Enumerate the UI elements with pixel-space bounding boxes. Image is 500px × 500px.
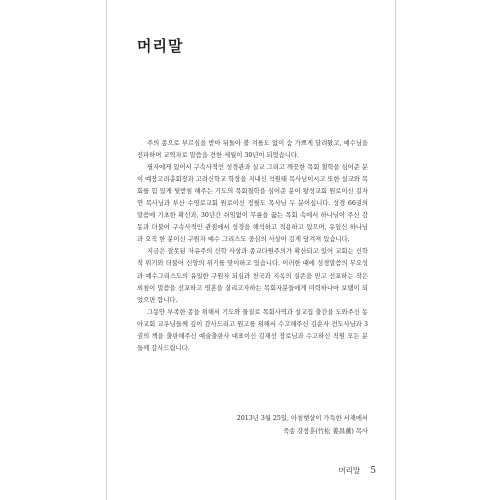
running-footer <box>338 458 376 477</box>
footer-label: 머리말 <box>338 466 361 475</box>
page-number: 5 <box>370 466 376 476</box>
body-text <box>137 138 368 355</box>
paragraph-3: 지금은 잘못된 자유주의 신학 사상과 종교다원주의가 확산되고 있어 교회는 신학적 위기와 더불어 신앙의 위기를 맞이하고 있습니다. 이러한 때에 성경말씀의 무오성과 예수그리스도의 유일한 구원자 되심과 천국과 지옥의 실존을 믿고 선포하는 작은 외침이 말씀을 선포하고 영혼을 살리고자하는 목회자분들에게 미력하나마 보탬이 되었으면 합니다. <box>137 248 368 304</box>
signature-name: 죽송 강창훈(竹松 姜昌薰) 목사 <box>283 428 368 435</box>
page-title: 머리말 <box>137 37 184 55</box>
paragraph-2: 필자에게 있어서 구속사적인 성경관과 실교 그리고 깨끗한 목회 철학을 심어준 분이 예장고려총회장과 고려신학교 학장을 지내신 석원태 목사님이시고 또한 실교와 목회를 힘 있게 뒷받침 해주는 기도의 목회철학을 심어준 분이 왕성교회 원로이신 길자연 목사님과 부산 수영로교회 원로이신 정필도 목사님 두 분이십니다. 성경 66권의 말씀에 기초한 확신과, 30년간 쉬임없이 무릎을 꿇는 목회 속에서 하나님이 주신 감동과 더불어 구속사적인 관점에서 성경을 해석하고 적용하고 있으며, 유일신 하나님과 오직 한 분이신 구원자 예수 그리스도 중심의 사상이 깊게 담겨져 있습니다. <box>137 164 368 244</box>
paragraph-4: 그동안 부족한 종을 위해서 기도와 물질로 목회사역과 설교집 출간을 도와주신 동아교회 교우님들께 깊이 감사드리고 원고를 위해서 수고해주신 김순자 전도사님과 3권의 책을 출판해주신 예술출판사 대표이신 김재선 장로님과 수고하신 직원 모든 분들께 감사드립니다. <box>137 308 368 352</box>
paragraph-1: 주의 종으로 부르심을 받아 뒤돌아 볼 겨를도 없이 숨 가쁘게 달려왔고, 예수님을 전파하며 교역자로 말씀을 전한 세월이 30년이 되었습니다. <box>137 140 368 160</box>
signature-date: 2013년 3월 25일, 아침햇살이 가득한 서재에서 <box>236 415 368 422</box>
